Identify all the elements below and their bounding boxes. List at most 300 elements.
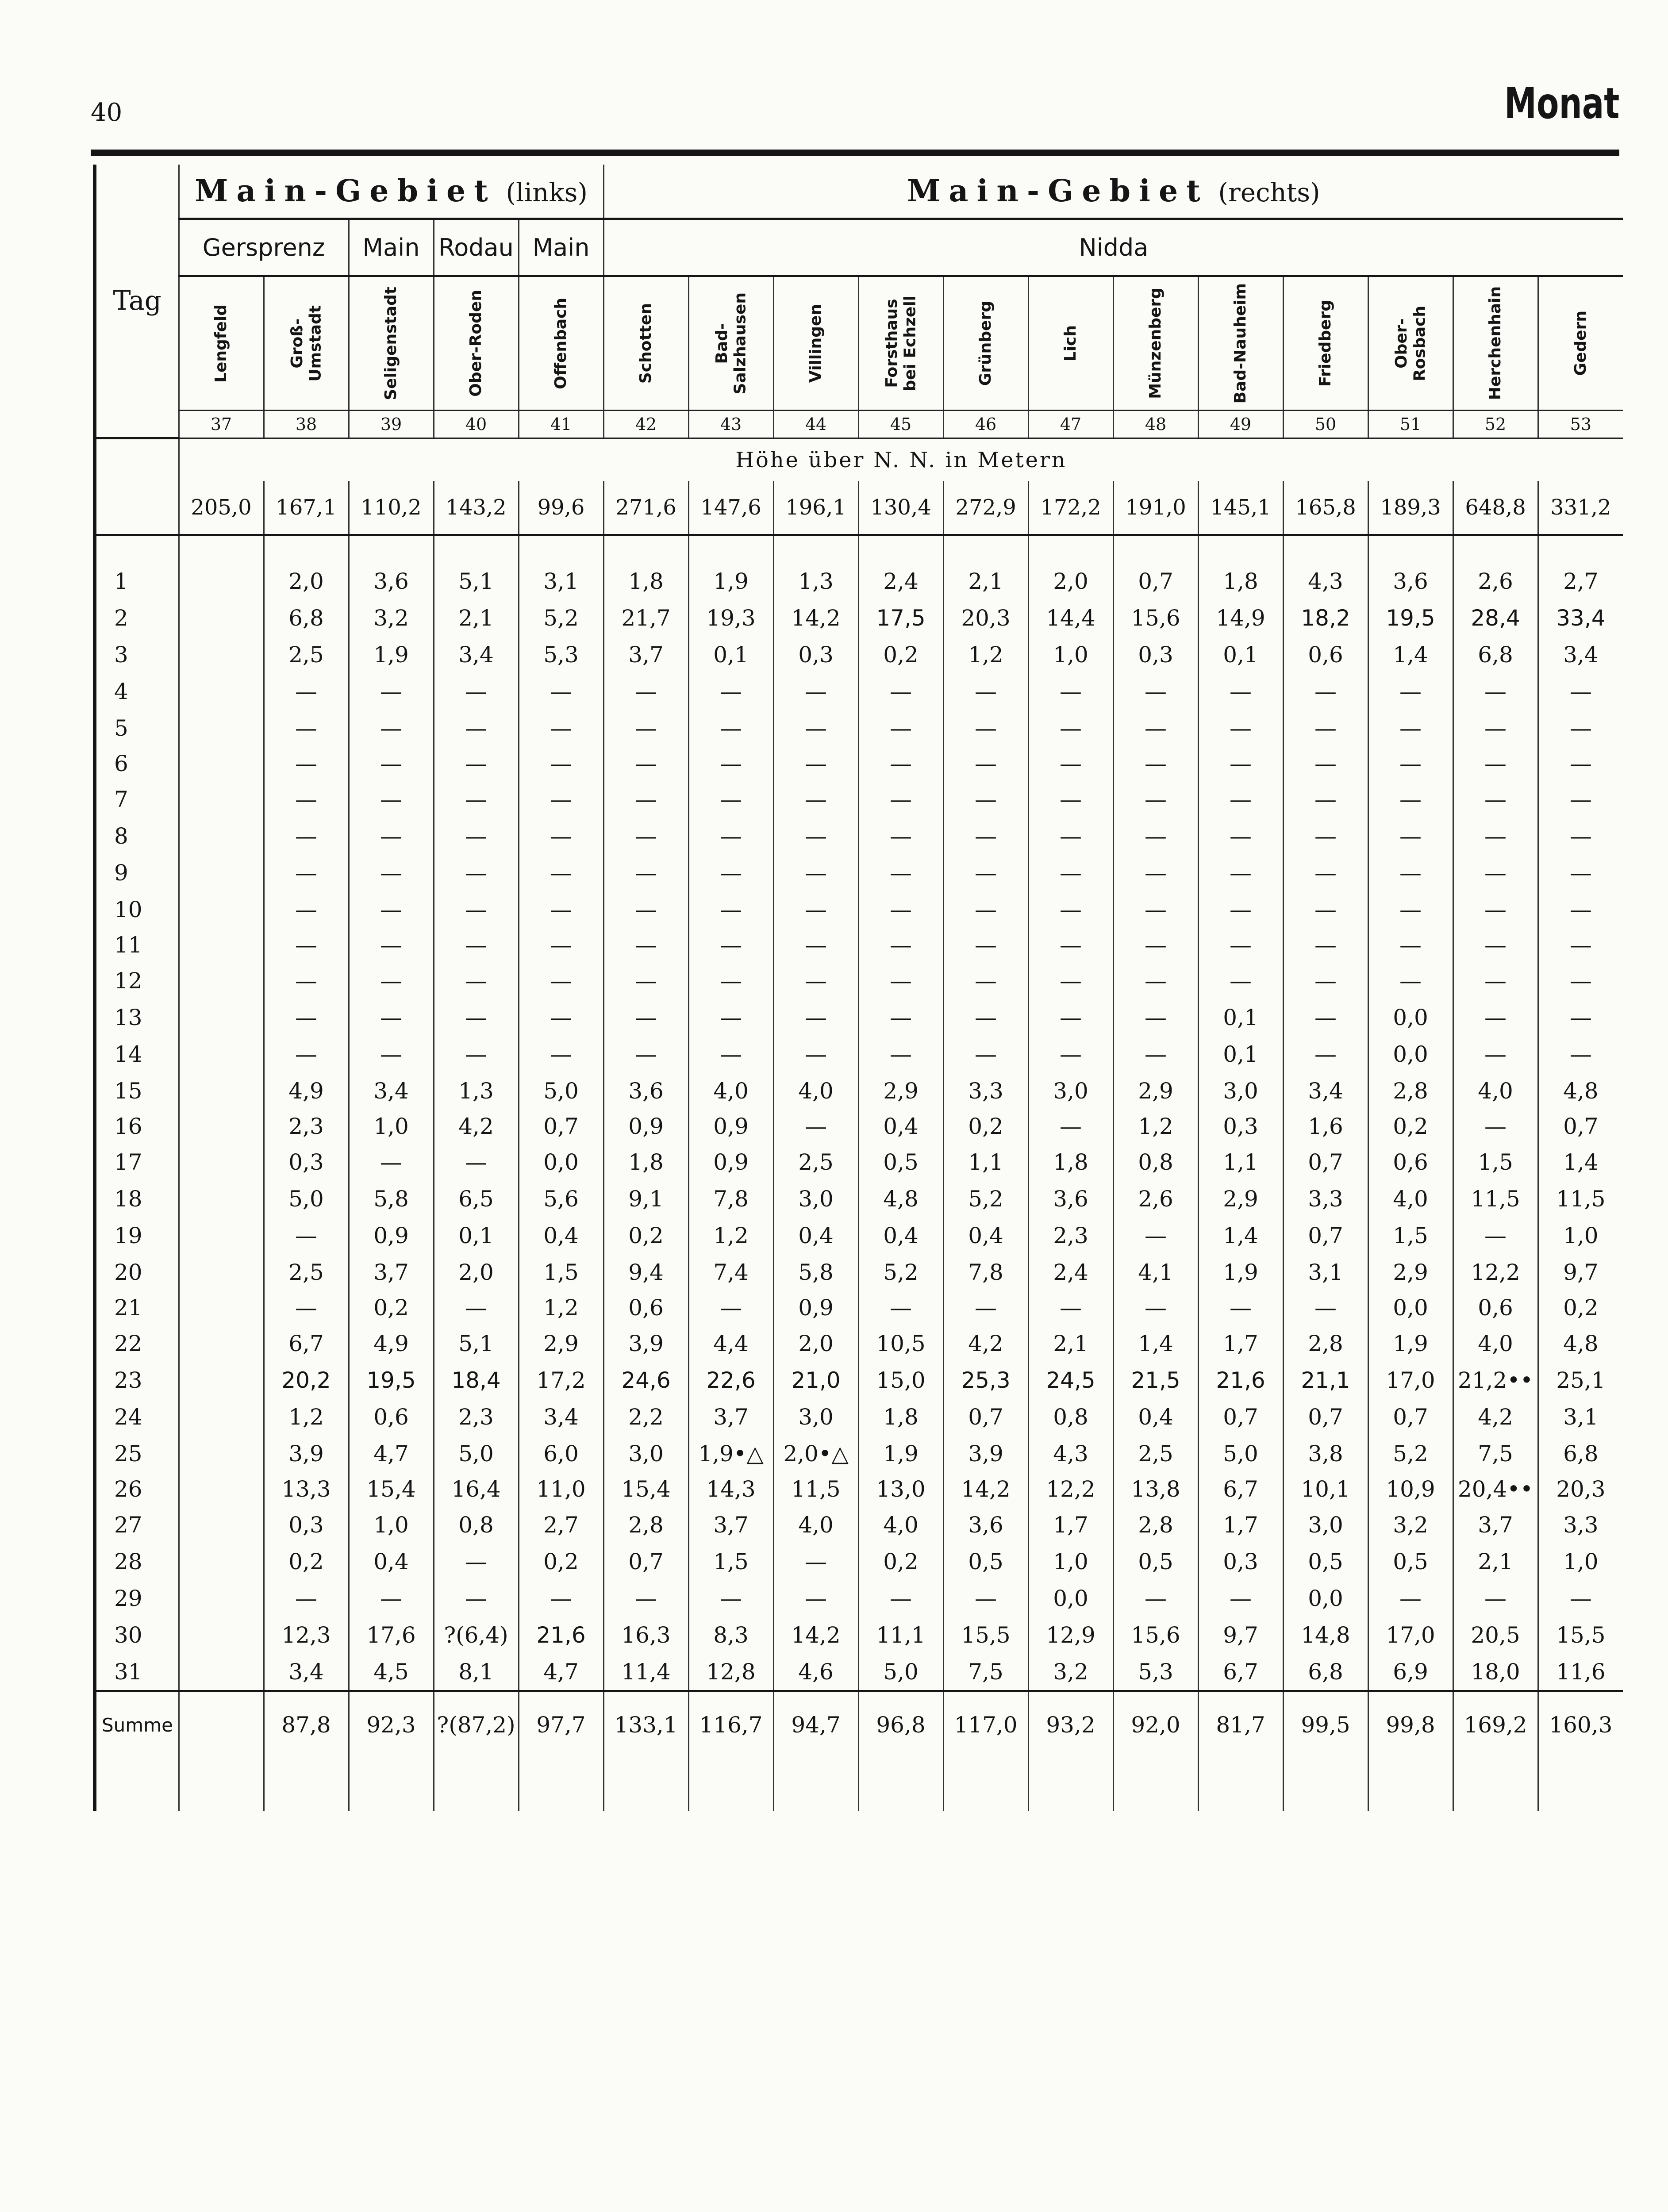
value-cell xyxy=(179,1543,264,1580)
value-cell: — xyxy=(1198,962,1283,999)
value-cell: 1,9•△ xyxy=(688,1435,773,1472)
value-cell: 9,7 xyxy=(1538,1254,1623,1290)
value-cell: 5,1 xyxy=(434,535,519,600)
value-cell: 0,9 xyxy=(688,1144,773,1180)
value-cell xyxy=(179,535,264,600)
value-cell: 12,2 xyxy=(1453,1254,1538,1290)
station-name xyxy=(943,276,1028,411)
value-cell: — xyxy=(603,854,688,891)
table-row xyxy=(95,1435,1623,1472)
value-cell: 11,1 xyxy=(858,1617,943,1653)
value-cell: — xyxy=(349,928,434,962)
day-number: 13 xyxy=(95,999,179,1036)
value-cell: 17,6 xyxy=(349,1617,434,1653)
value-cell: 1,8 xyxy=(1198,535,1283,600)
table-row xyxy=(95,928,1623,962)
station-name-text: Ober-Roden xyxy=(467,290,485,397)
value-cell: 2,1 xyxy=(434,599,519,636)
value-cell: 0,4 xyxy=(858,1109,943,1144)
value-cell: 5,8 xyxy=(773,1254,858,1290)
value-cell: — xyxy=(264,928,349,962)
value-cell: — xyxy=(519,891,603,928)
value-cell: 5,6 xyxy=(519,1180,603,1217)
value-cell: 3,1 xyxy=(1283,1254,1368,1290)
day-number: 14 xyxy=(95,1036,179,1072)
station-name xyxy=(1453,276,1538,411)
value-cell: — xyxy=(349,673,434,710)
value-cell: — xyxy=(434,891,519,928)
value-cell: 2,8 xyxy=(1113,1506,1198,1543)
value-cell: — xyxy=(349,999,434,1036)
value-cell: — xyxy=(1113,710,1198,746)
value-cell: — xyxy=(349,854,434,891)
day-number: 2 xyxy=(95,599,179,636)
value-cell: — xyxy=(688,999,773,1036)
value-cell: 1,3 xyxy=(434,1072,519,1109)
value-cell: 3,2 xyxy=(1368,1506,1453,1543)
value-cell: 16,4 xyxy=(434,1472,519,1506)
group-header-right xyxy=(603,165,1623,219)
value-cell: — xyxy=(603,818,688,854)
value-cell: — xyxy=(688,781,773,818)
value-cell: — xyxy=(434,710,519,746)
value-cell: — xyxy=(858,854,943,891)
value-cell: 2,4 xyxy=(858,535,943,600)
day-number: 26 xyxy=(95,1472,179,1506)
day-number: 10 xyxy=(95,891,179,928)
value-cell: — xyxy=(943,962,1028,999)
value-cell: — xyxy=(858,999,943,1036)
value-cell: 2,0•△ xyxy=(773,1435,858,1472)
value-cell: 33,4 xyxy=(1538,599,1623,636)
value-cell xyxy=(179,1290,264,1325)
summe-cell: 92,0 xyxy=(1113,1691,1198,1758)
value-cell: — xyxy=(1028,710,1113,746)
value-cell: — xyxy=(1028,999,1113,1036)
value-cell: — xyxy=(1538,818,1623,854)
value-cell: 1,9 xyxy=(1368,1325,1453,1362)
value-cell: 3,0 xyxy=(1283,1506,1368,1543)
value-cell: 4,2 xyxy=(943,1325,1028,1362)
value-cell: 5,0 xyxy=(1198,1435,1283,1472)
value-cell xyxy=(179,1217,264,1254)
value-cell: 12,9 xyxy=(1028,1617,1113,1653)
value-cell: — xyxy=(858,746,943,781)
value-cell: — xyxy=(264,1580,349,1617)
value-cell: — xyxy=(773,854,858,891)
summe-cell: 160,3 xyxy=(1538,1691,1623,1758)
station-name-text: Grünberg xyxy=(976,300,995,386)
value-cell: — xyxy=(943,746,1028,781)
day-number: 4 xyxy=(95,673,179,710)
value-cell: 0,6 xyxy=(1453,1290,1538,1325)
station-number: 38 xyxy=(264,411,349,438)
value-cell: 3,0 xyxy=(603,1435,688,1472)
day-number: 6 xyxy=(95,746,179,781)
value-cell: 0,1 xyxy=(1198,636,1283,673)
day-number: 30 xyxy=(95,1617,179,1653)
value-cell: 0,2 xyxy=(858,636,943,673)
summe-cell: 87,8 xyxy=(264,1691,349,1758)
value-cell xyxy=(179,599,264,636)
value-cell: ?(6,4) xyxy=(434,1617,519,1653)
value-cell: 0,7 xyxy=(519,1109,603,1144)
precipitation-table xyxy=(93,165,1623,1811)
station-name xyxy=(264,276,349,411)
value-cell: 1,2 xyxy=(264,1398,349,1435)
value-cell: 21,6 xyxy=(519,1617,603,1653)
value-cell: 5,0 xyxy=(858,1653,943,1691)
value-cell: — xyxy=(1453,710,1538,746)
value-cell xyxy=(179,1617,264,1653)
value-cell: 2,0 xyxy=(1028,535,1113,600)
value-cell: — xyxy=(773,710,858,746)
value-cell: 2,5 xyxy=(1113,1435,1198,1472)
station-elevation: 167,1 xyxy=(264,481,349,535)
day-number: 19 xyxy=(95,1217,179,1254)
day-number: 22 xyxy=(95,1325,179,1362)
value-cell: 0,7 xyxy=(1538,1109,1623,1144)
value-cell: 11,5 xyxy=(773,1472,858,1506)
value-cell: 2,9 xyxy=(519,1325,603,1362)
station-name-text: Schotten xyxy=(637,303,655,384)
value-cell: 14,2 xyxy=(773,1617,858,1653)
value-cell: 10,5 xyxy=(858,1325,943,1362)
value-cell: 0,1 xyxy=(688,636,773,673)
value-cell: — xyxy=(858,962,943,999)
value-cell: — xyxy=(264,818,349,854)
value-cell: 0,7 xyxy=(603,1543,688,1580)
station-name-text: Bad- Salzhausen xyxy=(712,292,749,395)
value-cell: — xyxy=(688,962,773,999)
value-cell: 6,8 xyxy=(264,599,349,636)
value-cell: — xyxy=(1113,854,1198,891)
value-cell: 0,9 xyxy=(349,1217,434,1254)
river-gersprenz: Gersprenz xyxy=(179,219,349,276)
day-number: 28 xyxy=(95,1543,179,1580)
station-name xyxy=(858,276,943,411)
station-name-text: Gedern xyxy=(1572,311,1590,376)
value-cell: — xyxy=(1368,891,1453,928)
value-cell: 4,8 xyxy=(1538,1072,1623,1109)
value-cell: 4,0 xyxy=(688,1072,773,1109)
value-cell: 1,1 xyxy=(943,1144,1028,1180)
value-cell: — xyxy=(773,1543,858,1580)
group-header-left xyxy=(179,165,603,219)
value-cell: — xyxy=(603,1036,688,1072)
value-cell: 4,7 xyxy=(519,1653,603,1691)
value-cell: 1,8 xyxy=(858,1398,943,1435)
value-cell: — xyxy=(773,1036,858,1072)
value-cell: — xyxy=(264,1036,349,1072)
value-cell xyxy=(179,962,264,999)
summe-row xyxy=(95,1691,1623,1758)
value-cell: 11,6 xyxy=(1538,1653,1623,1691)
station-name-text: Lengfeld xyxy=(212,304,231,383)
value-cell: 4,0 xyxy=(773,1506,858,1543)
value-cell: 21,0 xyxy=(773,1362,858,1398)
value-cell: 15,6 xyxy=(1113,599,1198,636)
value-cell xyxy=(179,928,264,962)
value-cell: — xyxy=(1113,1036,1198,1072)
value-cell: 1,0 xyxy=(1538,1217,1623,1254)
value-cell: — xyxy=(1113,673,1198,710)
value-cell: 3,6 xyxy=(603,1072,688,1109)
value-cell: 11,4 xyxy=(603,1653,688,1691)
river-main: Main xyxy=(349,219,434,276)
value-cell: 3,7 xyxy=(603,636,688,673)
value-cell: 0,0 xyxy=(1368,1036,1453,1072)
value-cell xyxy=(179,1254,264,1290)
value-cell: 2,8 xyxy=(1368,1072,1453,1109)
value-cell: — xyxy=(349,710,434,746)
value-cell: — xyxy=(688,1290,773,1325)
value-cell: 0,4 xyxy=(858,1217,943,1254)
value-cell: 5,2 xyxy=(519,599,603,636)
table-row xyxy=(95,1036,1623,1072)
value-cell: 21,2•• xyxy=(1453,1362,1538,1398)
value-cell: 4,0 xyxy=(1453,1325,1538,1362)
day-number: 21 xyxy=(95,1290,179,1325)
value-cell: — xyxy=(519,673,603,710)
value-cell: 5,1 xyxy=(434,1325,519,1362)
station-name xyxy=(1198,276,1283,411)
day-number: 1 xyxy=(95,535,179,600)
value-cell: 0,2 xyxy=(1368,1109,1453,1144)
value-cell: — xyxy=(688,1580,773,1617)
table-row xyxy=(95,1472,1623,1506)
value-cell: — xyxy=(1113,781,1198,818)
value-cell: 0,5 xyxy=(943,1543,1028,1580)
value-cell: 1,8 xyxy=(603,1144,688,1180)
value-cell: 21,5 xyxy=(1113,1362,1198,1398)
value-cell: — xyxy=(1113,746,1198,781)
value-cell: — xyxy=(1368,781,1453,818)
value-cell: 1,2 xyxy=(943,636,1028,673)
value-cell: 1,0 xyxy=(349,1506,434,1543)
station-elevation: 191,0 xyxy=(1113,481,1198,535)
value-cell: 3,0 xyxy=(773,1180,858,1217)
station-name-text: Villingen xyxy=(807,303,825,383)
table-row xyxy=(95,1653,1623,1691)
value-cell: 0,1 xyxy=(1198,1036,1283,1072)
value-cell: — xyxy=(603,781,688,818)
value-cell: 2,1 xyxy=(1028,1325,1113,1362)
day-number: 18 xyxy=(95,1180,179,1217)
value-cell: — xyxy=(858,928,943,962)
value-cell: — xyxy=(434,1290,519,1325)
value-cell: — xyxy=(943,1290,1028,1325)
value-cell: — xyxy=(773,891,858,928)
station-elevation: 189,3 xyxy=(1368,481,1453,535)
value-cell: 6,9 xyxy=(1368,1653,1453,1691)
value-cell: — xyxy=(1368,1580,1453,1617)
summe-cell: 99,8 xyxy=(1368,1691,1453,1758)
value-cell: 4,4 xyxy=(688,1325,773,1362)
value-cell: 1,7 xyxy=(1198,1506,1283,1543)
value-cell: — xyxy=(1453,854,1538,891)
value-cell: 14,8 xyxy=(1283,1617,1368,1653)
group-left-title: Main-Gebiet xyxy=(195,173,496,209)
day-number: 15 xyxy=(95,1072,179,1109)
value-cell: 1,2 xyxy=(519,1290,603,1325)
table-row xyxy=(95,1109,1623,1144)
value-cell: — xyxy=(1198,746,1283,781)
value-cell: — xyxy=(434,746,519,781)
value-cell: — xyxy=(434,1144,519,1180)
value-cell xyxy=(179,999,264,1036)
value-cell: 0,0 xyxy=(1368,1290,1453,1325)
value-cell: — xyxy=(519,999,603,1036)
value-cell: — xyxy=(434,673,519,710)
station-number: 41 xyxy=(519,411,603,438)
station-name xyxy=(519,276,603,411)
value-cell: 3,7 xyxy=(349,1254,434,1290)
table-row xyxy=(95,1180,1623,1217)
value-cell: 0,7 xyxy=(943,1398,1028,1435)
value-cell: 1,9 xyxy=(349,636,434,673)
value-cell: — xyxy=(688,854,773,891)
value-cell: — xyxy=(1453,746,1538,781)
value-cell: 1,1 xyxy=(1198,1144,1283,1180)
table-row xyxy=(95,1072,1623,1109)
value-cell: — xyxy=(603,746,688,781)
value-cell: — xyxy=(1453,1217,1538,1254)
value-cell: — xyxy=(1198,818,1283,854)
value-cell: 4,8 xyxy=(858,1180,943,1217)
summe-cell: 169,2 xyxy=(1453,1691,1538,1758)
day-number: 7 xyxy=(95,781,179,818)
station-number: 45 xyxy=(858,411,943,438)
value-cell: — xyxy=(773,746,858,781)
value-cell: 2,2 xyxy=(603,1398,688,1435)
value-cell: — xyxy=(1028,1109,1113,1144)
value-cell: — xyxy=(349,1036,434,1072)
station-name xyxy=(1538,276,1623,411)
value-cell: 3,9 xyxy=(264,1435,349,1472)
value-cell: 7,5 xyxy=(1453,1435,1538,1472)
value-cell: — xyxy=(943,818,1028,854)
station-number: 37 xyxy=(179,411,264,438)
station-name-text: Seligenstadt xyxy=(382,286,400,400)
table-row xyxy=(95,962,1623,999)
value-cell xyxy=(179,1325,264,1362)
value-cell: — xyxy=(1453,999,1538,1036)
value-cell: 19,3 xyxy=(688,599,773,636)
value-cell: — xyxy=(1538,1036,1623,1072)
value-cell: — xyxy=(1283,1290,1368,1325)
value-cell: — xyxy=(1028,1290,1113,1325)
value-cell: 2,7 xyxy=(1538,535,1623,600)
station-name xyxy=(1283,276,1368,411)
value-cell: 25,3 xyxy=(943,1362,1028,1398)
value-cell: 4,2 xyxy=(434,1109,519,1144)
value-cell: — xyxy=(603,1580,688,1617)
value-cell: — xyxy=(1538,673,1623,710)
value-cell: — xyxy=(1028,1036,1113,1072)
value-cell: — xyxy=(1028,673,1113,710)
value-cell: — xyxy=(1198,710,1283,746)
day-number: 27 xyxy=(95,1506,179,1543)
value-cell: 0,1 xyxy=(434,1217,519,1254)
value-cell: — xyxy=(1453,928,1538,962)
value-cell: — xyxy=(688,710,773,746)
value-cell: — xyxy=(1538,1580,1623,1617)
value-cell: — xyxy=(943,928,1028,962)
value-cell: 1,7 xyxy=(1028,1506,1113,1543)
value-cell: 0,4 xyxy=(519,1217,603,1254)
value-cell: 18,4 xyxy=(434,1362,519,1398)
value-cell: — xyxy=(943,854,1028,891)
table-row xyxy=(95,999,1623,1036)
value-cell: 4,9 xyxy=(264,1072,349,1109)
value-cell: 2,8 xyxy=(1283,1325,1368,1362)
value-cell: 20,3 xyxy=(943,599,1028,636)
value-cell: 2,7 xyxy=(519,1506,603,1543)
value-cell: 1,9 xyxy=(688,535,773,600)
value-cell: — xyxy=(1283,781,1368,818)
day-number: 12 xyxy=(95,962,179,999)
value-cell: — xyxy=(1113,999,1198,1036)
page-number: 40 xyxy=(91,98,123,127)
value-cell: 6,7 xyxy=(1198,1653,1283,1691)
summe-cell: 133,1 xyxy=(603,1691,688,1758)
value-cell: 0,2 xyxy=(943,1109,1028,1144)
value-cell xyxy=(179,746,264,781)
value-cell: 0,4 xyxy=(943,1217,1028,1254)
value-cell: — xyxy=(943,673,1028,710)
value-cell: — xyxy=(349,1144,434,1180)
value-cell: 1,7 xyxy=(1198,1325,1283,1362)
value-cell: 2,9 xyxy=(1368,1254,1453,1290)
summe-cell: 94,7 xyxy=(773,1691,858,1758)
station-number: 47 xyxy=(1028,411,1113,438)
value-cell: — xyxy=(1028,781,1113,818)
value-cell: — xyxy=(1198,854,1283,891)
value-cell: — xyxy=(264,1290,349,1325)
value-cell: — xyxy=(943,1580,1028,1617)
value-cell: — xyxy=(1028,962,1113,999)
value-cell: 1,9 xyxy=(1198,1254,1283,1290)
value-cell: 1,3 xyxy=(773,535,858,600)
value-cell: 21,1 xyxy=(1283,1362,1368,1398)
value-cell: 0,0 xyxy=(1028,1580,1113,1617)
value-cell: — xyxy=(1538,891,1623,928)
value-cell: 15,4 xyxy=(603,1472,688,1506)
value-cell: — xyxy=(264,854,349,891)
value-cell: 2,0 xyxy=(264,535,349,600)
value-cell: 4,3 xyxy=(1283,535,1368,600)
value-cell: 7,4 xyxy=(688,1254,773,1290)
value-cell: — xyxy=(519,818,603,854)
value-cell: 0,0 xyxy=(1283,1580,1368,1617)
value-cell: 6,0 xyxy=(519,1435,603,1472)
value-cell: 0,0 xyxy=(519,1144,603,1180)
value-cell: 1,0 xyxy=(349,1109,434,1144)
station-name xyxy=(179,276,264,411)
value-cell: — xyxy=(603,999,688,1036)
value-cell: 2,8 xyxy=(603,1506,688,1543)
table-row xyxy=(95,636,1623,673)
value-cell: 4,1 xyxy=(1113,1254,1198,1290)
value-cell: 0,4 xyxy=(1113,1398,1198,1435)
value-cell: — xyxy=(434,999,519,1036)
value-cell: 2,9 xyxy=(858,1072,943,1109)
value-cell: 6,8 xyxy=(1453,636,1538,673)
value-cell: — xyxy=(519,710,603,746)
value-cell: — xyxy=(349,1580,434,1617)
value-cell: — xyxy=(603,673,688,710)
